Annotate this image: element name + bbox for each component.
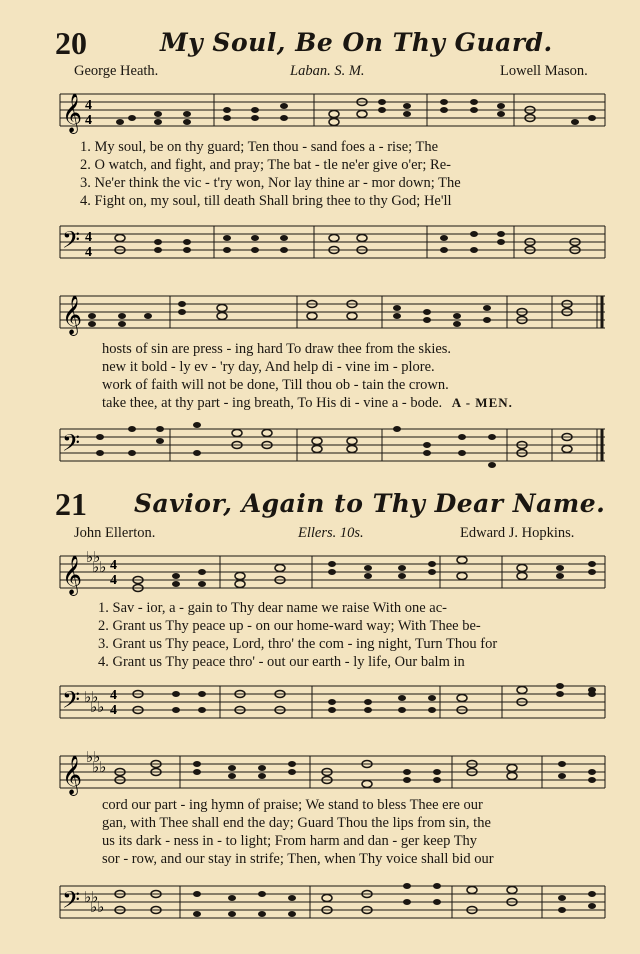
hymn-tune: Laban. S. M.	[290, 63, 365, 79]
flat-icon: ♭♭	[84, 688, 99, 706]
verse-line: cord our part - ing hymn of praise; We stand to bless Thee ere our	[102, 797, 483, 813]
verse-line: work of faith will not be done, Till thou ob - tain the crown.	[102, 377, 449, 393]
verse-line: 1. Sav - ior, a - gain to Thy dear name we raise With one ac-	[98, 600, 447, 616]
flat-icon: ♭♭	[90, 898, 105, 916]
svg-text:4: 4	[110, 688, 117, 703]
flat-icon: ♭♭	[86, 748, 101, 766]
verse-line: sor - row, and our stay in strife; Then, when Thy voice shall bid our	[102, 851, 494, 867]
treble-staff	[52, 80, 612, 140]
bass-staff	[52, 872, 612, 932]
treble-clef-icon: 𝄞	[62, 295, 83, 335]
bass-clef-icon: 𝄢	[62, 686, 81, 719]
verse-line: 3. Ne'er think the vic - t'ry won, Nor lay thine ar - mor down; The	[80, 175, 461, 191]
hymn-tune: Ellers. 10s.	[298, 525, 364, 541]
verse-line: us its dark - ness in - to light; From harm and dan - ger keep Thy	[102, 833, 478, 849]
verse-line: new it bold - ly ev - 'ry day, And help di - vine im - plore.	[102, 359, 435, 375]
hymn-composer: Edward J. Hopkins.	[460, 525, 575, 541]
svg-text:4: 4	[110, 703, 117, 718]
hymn-author: John Ellerton.	[74, 525, 156, 541]
verse-line: hosts of sin are press - ing hard To draw thee from the skies.	[102, 341, 452, 357]
flat-icon: ♭♭	[86, 548, 101, 566]
bass-staff	[52, 672, 612, 732]
bass-staff	[52, 415, 612, 475]
verse-line: 2. Grant us Thy peace up - on our home-ward way; With Thee be-	[98, 618, 481, 634]
bass-clef-icon: 𝄢	[62, 886, 81, 919]
treble-staff	[52, 742, 612, 802]
flat-icon: ♭♭	[92, 558, 107, 576]
flat-icon: ♭♭	[90, 698, 105, 716]
svg-text:4: 4	[110, 573, 117, 588]
hymn-number: 20	[55, 25, 87, 61]
verse-line: 3. Grant us Thy peace, Lord, thro' the com - ing night, Turn Thou for	[98, 636, 498, 652]
verse-text: take thee, at thy part - ing breath, To His di - vine a - bode.	[102, 395, 443, 411]
verse-line: 1. My soul, be on thy guard; Ten thou - sand foes a - rise; The	[80, 139, 439, 155]
svg-text:4: 4	[85, 245, 92, 260]
verse-line: 2. O watch, and fight, and pray; The bat - tle ne'er give o'er; Re-	[80, 157, 451, 173]
treble-clef-icon: 𝄞	[62, 755, 83, 795]
amen-label: A - MEN.	[451, 395, 513, 410]
bass-staff	[52, 212, 612, 272]
bass-clef-icon: 𝄢	[62, 226, 81, 259]
hymn-author: George Heath.	[74, 63, 159, 79]
svg-text:4: 4	[110, 558, 117, 573]
verse-line	[102, 394, 513, 412]
verse-line: 4. Grant us Thy peace thro' - out our earth - ly life, Our balm in	[98, 654, 465, 670]
svg-text:4: 4	[85, 113, 92, 128]
verse-line: gan, with Thee shall end the day; Guard Thou the lips from sin, the	[102, 815, 491, 831]
hymn-title: My Soul, Be On Thy Guard.	[160, 28, 553, 57]
flat-icon: ♭♭	[84, 888, 99, 906]
hymn-composer: Lowell Mason.	[500, 63, 588, 79]
verse-line: 4. Fight on, my soul, till death Shall bring thee to thy God; He'll	[80, 193, 452, 209]
treble-clef-icon: 𝄞	[62, 93, 83, 133]
treble-staff	[52, 282, 612, 342]
treble-staff	[52, 542, 612, 602]
treble-clef-icon: 𝄞	[62, 555, 83, 595]
hymn-number: 21	[55, 486, 87, 522]
hymn-title: Savior, Again to Thy Dear Name.	[134, 489, 606, 518]
svg-text:4: 4	[85, 98, 92, 113]
flat-icon: ♭♭	[92, 758, 107, 776]
svg-text:4: 4	[85, 230, 92, 245]
bass-clef-icon: 𝄢	[62, 429, 81, 462]
